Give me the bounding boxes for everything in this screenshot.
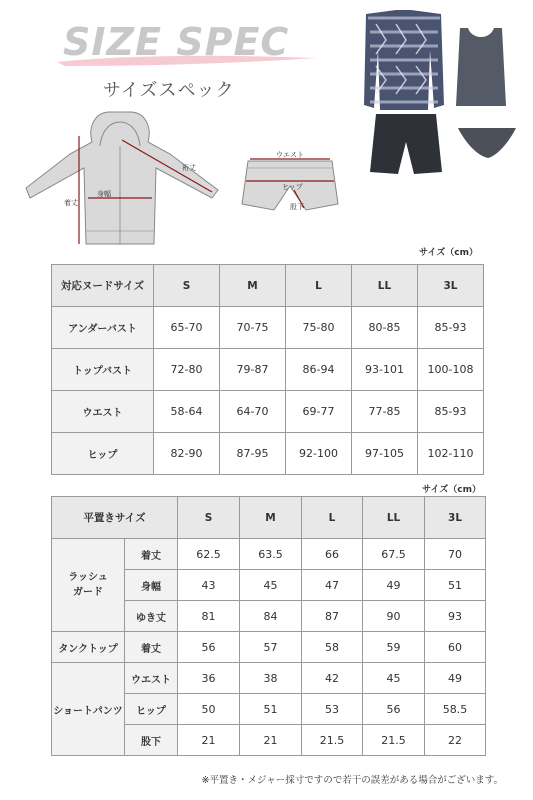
table-row [52,632,486,663]
cell: 82-90 [154,433,220,475]
label-inseam: 股下 [290,203,304,211]
group-label-rashguard: ラッシュ ガード [52,539,125,632]
cell: 58.5 [425,694,486,725]
cell: 69-77 [286,391,352,433]
flat-header-3l: 3L [425,497,486,539]
table-row [52,391,484,433]
cell: 49 [425,663,486,694]
flat-size-table [51,496,486,756]
cell: 60 [425,632,486,663]
row-label: アンダーバスト [52,307,154,349]
cell: 93-101 [352,349,418,391]
shorts-diagram [238,146,343,221]
flat-header-m: M [240,497,302,539]
cell: 38 [240,663,302,694]
cell: 42 [302,663,363,694]
flat-table-header-row [52,497,486,539]
cell: 58-64 [154,391,220,433]
hoodie-illustration [22,106,227,251]
table-row [52,663,486,694]
cell: 85-93 [418,307,484,349]
cell: 86-94 [286,349,352,391]
cell: 45 [363,663,425,694]
table-row [52,433,484,475]
cell: 100-108 [418,349,484,391]
cell: 72-80 [154,349,220,391]
cell: 70-75 [220,307,286,349]
flat-header-ll: LL [363,497,425,539]
cell: 65-70 [154,307,220,349]
group-label-shorts: ショートパンツ [52,663,125,756]
cell: 59 [363,632,425,663]
cell: 93 [425,601,486,632]
cell: 36 [178,663,240,694]
cell: 43 [178,570,240,601]
cell: 56 [363,694,425,725]
cell: 77-85 [352,391,418,433]
row-label: 着丈 [125,632,178,663]
nude-header-label: 対応ヌードサイズ [52,265,154,307]
cell: 47 [302,570,363,601]
unit-label-flat: サイズ（cm） [422,485,481,495]
row-label: ヒップ [125,694,178,725]
cell: 21.5 [363,725,425,756]
nude-header-3l: 3L [418,265,484,307]
label-hip: ヒップ [282,183,303,191]
cell: 22 [425,725,486,756]
label-waist: ウエスト [276,151,304,159]
table-row [52,349,484,391]
group-label-tanktop: タンクトップ [52,632,125,663]
cell: 90 [363,601,425,632]
cell: 84 [240,601,302,632]
cell: 70 [425,539,486,570]
cell: 87-95 [220,433,286,475]
label-width: 身幅 [97,190,111,198]
nude-header-m: M [220,265,286,307]
cell: 56 [178,632,240,663]
cell: 62.5 [178,539,240,570]
cell: 57 [240,632,302,663]
cell: 67.5 [363,539,425,570]
cell: 75-80 [286,307,352,349]
cell: 58 [302,632,363,663]
cell: 97-105 [352,433,418,475]
nude-table-header-row [52,265,484,307]
cell: 53 [302,694,363,725]
cell: 64-70 [220,391,286,433]
nude-header-ll: LL [352,265,418,307]
cell: 80-85 [352,307,418,349]
label-length: 着丈 [64,199,78,207]
page-title: SIZE SPEC [63,20,290,64]
cell: 85-93 [418,391,484,433]
nude-header-l: L [286,265,352,307]
cell: 51 [425,570,486,601]
cell: 21 [178,725,240,756]
table-row [52,307,484,349]
cell: 50 [178,694,240,725]
row-label: 股下 [125,725,178,756]
cell: 87 [302,601,363,632]
flat-header-s: S [178,497,240,539]
label-sleeve: 裄丈 [182,164,196,172]
cell: 21 [240,725,302,756]
cell: 102-110 [418,433,484,475]
flat-header-l: L [302,497,363,539]
product-photo [356,10,526,175]
page-subtitle: サイズスペック [103,80,235,101]
row-label: ウエスト [125,663,178,694]
row-label: ヒップ [52,433,154,475]
row-label: トップバスト [52,349,154,391]
title-block [55,14,325,74]
cell: 66 [302,539,363,570]
cell: 81 [178,601,240,632]
table-row [52,539,486,570]
cell: 45 [240,570,302,601]
cell: 21.5 [302,725,363,756]
nude-header-s: S [154,265,220,307]
flat-header-label: 平置きサイズ [52,497,178,539]
row-label: ゆき丈 [125,601,178,632]
unit-label-nude: サイズ（cm） [419,248,478,258]
cell: 51 [240,694,302,725]
measurement-footnote: ※平置き・メジャー採寸ですので若干の誤差がある場合がございます。 [201,775,503,786]
cell: 49 [363,570,425,601]
cell: 79-87 [220,349,286,391]
nude-size-table [51,264,484,475]
row-label: ウエスト [52,391,154,433]
row-label: 着丈 [125,539,178,570]
row-label: 身幅 [125,570,178,601]
cell: 92-100 [286,433,352,475]
cell: 63.5 [240,539,302,570]
rashguard-diagram [22,106,227,251]
